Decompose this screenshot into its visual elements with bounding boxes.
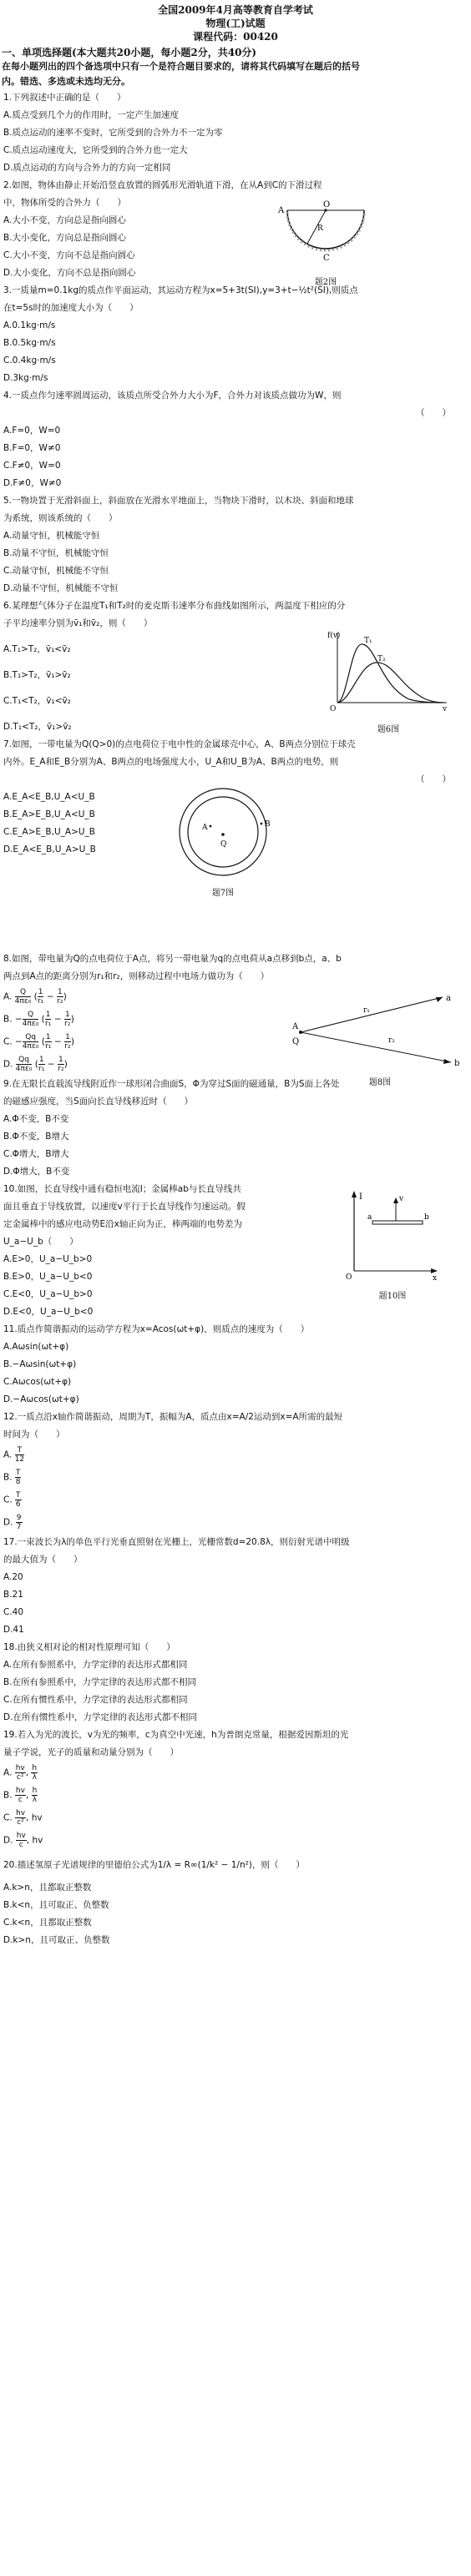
question-stem: 的最大值为（ ） [3, 1555, 83, 1565]
option-b: B.质点运动的速率不变时，它所受到的合外力不一定为零 [3, 128, 223, 138]
semicircle-track-diagram [276, 199, 376, 267]
question-stem: 1.下列叙述中正确的是（ ） [3, 93, 126, 103]
option-c: C.E<0，U_a−U_b>0 [3, 1289, 93, 1299]
question-stem: 的磁感应强度，当S面向长直导线移近时（ ） [3, 1096, 194, 1107]
figure-q6 [326, 628, 451, 734]
fraction: $\frac{1}{\text{r₁}}$ [45, 1033, 52, 1051]
figure-caption: 题2图 [314, 278, 337, 287]
option-d: D.E_A<E_B,U_A>U_B [3, 844, 96, 854]
option-a: A. $\frac{Q}{\text{4πε₀}}$ ( $\frac{1}{\text{r₁}}$ − $\frac{1}{\text{r₂}}$ ) [3, 988, 67, 1006]
question-3 [0, 282, 471, 387]
fig8-label: Q [292, 1037, 300, 1046]
question-stem: 12.一质点沿x轴作简谐振动，周期为T，振幅为A，质点由x=A/2运动到x=A所需的最短 [3, 1412, 343, 1422]
fig7-label: B [265, 820, 271, 829]
option-c: C.质点运动速度大，它所受到的合外力也一定大 [3, 145, 188, 155]
question-12 [0, 1409, 471, 1534]
option-d: D. $\frac{Qq}{\text{4πε₀}}$ ( $\frac{1}{\text{r₁}}$ − $\frac{1}{\text{r₂}}$ ) [3, 1056, 68, 1073]
question-stem: 19.若入为光的波长，v为光的频率，c为真空中光速，h为普朗克常量，根据爱因斯坦的光 [3, 1730, 349, 1740]
fraction: $\frac{1}{\text{r₁}}$ [38, 1056, 45, 1073]
moving-rod-diagram [342, 1187, 443, 1281]
exam-title: 全国2009年4月高等教育自学考试 [158, 4, 313, 16]
option-d: D.大小变化，方向不总是指向圆心 [3, 268, 136, 278]
option-c: C.k<n，且都取正整数 [3, 1918, 92, 1928]
question-stem: 2.如图，物体由静止开始沿竖直放置的圆弧形光滑轨道下滑，在从A到C的下滑过程 [3, 180, 322, 190]
fig7-label: A [202, 824, 208, 832]
question-6 [0, 597, 471, 736]
fraction: $\frac{h}{\lambda}$ [32, 1787, 38, 1804]
fraction: $\frac{1}{\text{r₁}}$ [44, 1011, 52, 1028]
option-a: A.k>n，且都取正整数 [3, 1883, 92, 1893]
exam-subject: 物理(工)试题 [205, 18, 266, 29]
fraction: $\frac{h}{\lambda}$ [32, 1764, 38, 1782]
fraction: $\frac{1}{\text{r₁}}$ [37, 988, 44, 1006]
option-b: B.T₁>T₂，v̄₁>v̄₂ [3, 670, 71, 680]
section-instructions-2: 内。错选、多选或未选均无分。 [2, 76, 130, 87]
option-c: C. $\frac{hv}{\text{c²}}$ , hv [3, 1809, 43, 1827]
question-stem: 11.质点作简谐振动的运动学方程为x=Acos(ωt+φ)，则质点的速度为（ ） [3, 1324, 310, 1334]
option-d: D. $\frac{hv}{c}$ , hv [3, 1832, 43, 1849]
option-b: B.−Aωsin(ωt+φ) [3, 1359, 77, 1369]
fig2-label: A [278, 206, 285, 215]
question-stem: 5.一物块置于光滑斜面上，斜面放在光滑水平地面上，当物块下滑时，以木块、斜面和地球 [3, 496, 354, 506]
question-stem: 时间为（ ） [3, 1429, 65, 1439]
fraction: $\frac{Q}{\text{4πε₀}}$ [14, 988, 32, 1006]
figure-q7 [160, 786, 286, 898]
option-d: D. $\frac{9}{7}$ [3, 1514, 22, 1531]
option-b: B.E_A>E_B,U_A<U_B [3, 809, 95, 819]
figure-q10 [342, 1187, 443, 1301]
fraction: $\frac{T}{6}$ [15, 1491, 21, 1509]
figure-caption: 题10图 [378, 1292, 407, 1301]
option-c: C.在所有惯性系中，力学定律的表达形式都相同 [3, 1695, 188, 1705]
option-a: A.T₁>T₂，v̄₁<v̄₂ [3, 644, 71, 654]
question-stem: 为系统，则该系统的（ ） [3, 513, 118, 523]
fig10-label: O [346, 1273, 352, 1281]
option-a: A.F=0，W=0 [3, 426, 61, 436]
option-c: C.Φ增大，B增大 [3, 1149, 69, 1159]
fig6-label: T₁ [364, 637, 372, 645]
question-17 [0, 1534, 471, 1639]
option-a: A.Aωsin(ωt+φ) [3, 1342, 69, 1352]
fig10-label: v [399, 1195, 404, 1203]
fig6-label: f(v) [327, 632, 341, 640]
option-c: C. $\frac{T}{6}$ [3, 1491, 21, 1509]
fig10-label: a [367, 1213, 372, 1222]
option-b: B.在所有参照系中，力学定律的表达形式都不相同 [3, 1677, 197, 1687]
question-2 [0, 177, 471, 287]
option-c: C.Aωcos(ωt+φ) [3, 1377, 72, 1387]
figure-caption: 题8图 [368, 1078, 392, 1087]
question-stem: 子平均速率分别为v̄₁和v̄₂，则（ ） [3, 618, 153, 628]
question-stem: 两点到A点的距离分别为r₁和r₂，则移动过程中电场力做功为（ ） [3, 971, 270, 981]
fraction: $\frac{T}{8}$ [15, 1469, 21, 1486]
question-18 [0, 1639, 471, 1727]
question-stem: 7.如图，一带电量为Q(Q>0)的点电荷位于电中性的金属球壳中心，A、B两点分别位于球壳 [3, 739, 356, 749]
fig10-label: b [424, 1213, 429, 1222]
option-b: B.0.5kg·m/s [3, 338, 56, 348]
question-5 [0, 492, 471, 597]
answer-parentheses: （ ） [416, 408, 451, 418]
question-10 [0, 1181, 471, 1321]
fig8-label: a [446, 994, 451, 1003]
course-code: 课程代码：00420 [193, 31, 278, 43]
point-charge-diagram [292, 991, 468, 1067]
option-d: D.k>n，且可取正、负整数 [3, 1935, 110, 1945]
question-stem: 8.如图，带电量为Q的点电荷位于A点，将另一带电量为q的点电荷从a点移到b点，a、b [3, 954, 342, 964]
fig8-label: r₂ [388, 1036, 395, 1045]
option-b: B.Φ不变，B增大 [3, 1132, 69, 1142]
fraction: $\frac{hv}{c}$ [15, 1787, 25, 1804]
option-c: C.F≠0，W=0 [3, 461, 61, 471]
fig6-label: v [443, 705, 448, 713]
section-title: 一、单项选择题(本大题共20小题，每小题2分，共40分) [2, 47, 257, 58]
option-b: B.21 [3, 1590, 23, 1600]
option-c: C.大小不变，方向不总是指向圆心 [3, 250, 135, 260]
fig8-label: b [454, 1059, 460, 1067]
question-stem: 内外。E_A和E_B分别为A、B两点的电场强度大小，U_A和U_B为A、B两点的电势，则 [3, 757, 339, 767]
option-a: A.0.1kg·m/s [3, 320, 56, 330]
fraction: $\frac{Qq}{\text{4πε₀}}$ [15, 1056, 33, 1073]
fig7-label: Q [220, 840, 227, 849]
question-stem: 3.一质量m=0.1kg的质点作平面运动，其运动方程为x=5+3t(SI),y=3+t−½t²(SI),则质点 [3, 285, 358, 295]
spherical-shell-diagram [160, 786, 286, 878]
question-stem: 量子学说，光子的质量和动量分别为（ ） [3, 1747, 179, 1757]
question-stem: 18.由狭义相对论的相对性原理可知（ ） [3, 1642, 175, 1652]
fraction: $\frac{T}{12}$ [14, 1446, 25, 1464]
option-d: D.F≠0，W≠0 [3, 478, 62, 488]
fraction: $\frac{9}{7}$ [16, 1514, 22, 1531]
question-stem: 定金属棒中的感应电动势E沿x轴正向为正，棒两端的电势差为 [3, 1219, 242, 1229]
option-b: B. $\frac{T}{8}$ [3, 1469, 21, 1486]
fraction: $\frac{hv}{\text{c²}}$ [16, 1809, 26, 1827]
option-b: B.大小变化，方向总是指向圆心 [3, 233, 127, 243]
fraction: $\frac{hv}{\text{c²}}$ [15, 1764, 25, 1782]
option-a: A.大小不变，方向总是指向圆心 [3, 215, 126, 225]
question-stem: 4.一质点作匀速率圆周运动，该质点所受合外力大小为F，合外力对该质点做功为W，则 [3, 391, 342, 401]
option-c: C.40 [3, 1607, 24, 1617]
question-stem: 20.描述氢原子光谱规律的里德伯公式为1/λ = R∞(1/k² − 1/n²)，则（ ） [3, 1860, 305, 1870]
fig2-label: C [323, 254, 330, 263]
question-11 [0, 1321, 471, 1409]
option-d: D.3kg·m/s [3, 373, 48, 383]
question-stem: 在t=5s时的加速度大小为（ ） [3, 303, 139, 313]
fraction: $\frac{1}{\text{r₂}}$ [64, 1033, 71, 1051]
fig2-label: R [317, 224, 323, 233]
option-c: C.动量守恒，机械能不守恒 [3, 566, 109, 576]
figure-caption: 题7图 [211, 889, 235, 898]
question-1 [0, 89, 471, 177]
option-d: D.动量不守恒，机械能不守恒 [3, 583, 119, 593]
option-a: A.动量守恒，机械能守恒 [3, 531, 100, 541]
fig2-label: O [323, 200, 331, 209]
option-c: C.E_A>E_B,U_A>U_B [3, 827, 96, 837]
question-stem: 10.如图，长直导线中通有稳恒电流I；金属棒ab与长直导线共 [3, 1184, 241, 1194]
figure-q8 [292, 991, 468, 1087]
option-d: D.41 [3, 1625, 24, 1635]
option-c: C.T₁<T₂，v̄₁<v̄₂ [3, 696, 71, 706]
fraction: $\frac{1}{\text{r₂}}$ [64, 1011, 71, 1028]
figure-caption: 题6图 [377, 725, 400, 734]
figure-q2 [276, 199, 376, 287]
option-a: A.在所有参照系中，力学定律的表达形式都相同 [3, 1660, 188, 1670]
question-9 [0, 1076, 471, 1181]
question-stem: 6.某理想气体分子在温度T₁和T₂时的麦克斯韦速率分布曲线如图所示，两温度下相应的分 [3, 601, 346, 611]
fraction: $\frac{hv}{c}$ [16, 1832, 26, 1849]
question-stem: 中，物体所受的合外力（ ） [3, 198, 126, 208]
fig8-label: r₁ [363, 1006, 370, 1015]
fig6-label: T₂ [377, 655, 386, 663]
option-c: C.0.4kg·m/s [3, 355, 56, 365]
section-instructions-1: 在每小题列出的四个备选项中只有一个是符合题目要求的，请将其代码填写在题后的括号 [2, 61, 360, 72]
option-b: B.F=0，W≠0 [3, 443, 61, 453]
option-a: A.E>0，U_a−U_b>0 [3, 1254, 93, 1264]
option-b: B. $\frac{hv}{c}$ , $\frac{h}{\lambda}$ [3, 1787, 38, 1804]
fraction: $\frac{Qq}{\text{4πε₀}}$ [22, 1033, 39, 1051]
question-stem: U_a−U_b（ ） [3, 1237, 78, 1247]
question-7 [0, 736, 471, 898]
option-d: D.质点运动的方向与合外力的方向一定相同 [3, 163, 171, 173]
option-b: B.E>0，U_a−U_b<0 [3, 1272, 93, 1282]
option-d: D.在所有惯性系中，力学定律的表达形式都不相同 [3, 1712, 197, 1722]
fraction: $\frac{Q}{\text{4πε₀}}$ [22, 1011, 39, 1028]
fig6-label: O [330, 705, 337, 713]
answer-parentheses: （ ） [416, 774, 451, 784]
option-a: A.E_A<E_B,U_A<U_B [3, 792, 95, 802]
fraction: $\frac{1}{\text{r₂}}$ [58, 1056, 64, 1073]
option-a: A.20 [3, 1572, 23, 1582]
option-a: A. $\frac{hv}{\text{c²}}$ , $\frac{h}{\lambda}$ [3, 1764, 38, 1782]
option-c: C. − $\frac{Qq}{\text{4πε₀}}$ ( $\frac{1}{\text{r₁}}$ − $\frac{1}{\text{r₂}}$ ) [3, 1033, 74, 1051]
maxwell-distribution-plot [326, 628, 451, 714]
option-a: A. $\frac{T}{12}$ [3, 1446, 25, 1464]
fig8-label: A [292, 1022, 299, 1031]
option-d: D.Φ增大，B不变 [3, 1167, 70, 1177]
fraction: $\frac{1}{\text{r₂}}$ [57, 988, 63, 1006]
question-stem: 17.一束波长为λ的单色平行光垂直照射在光栅上，光栅常数d=20.8λ，则衍射光谱中明级 [3, 1537, 350, 1547]
question-stem: 9.在无限长直载流导线附近作一球形闭合曲面S，Φ为穿过S面的磁通量，B为S面上各处 [3, 1079, 340, 1089]
option-d: D.T₁<T₂，v̄₁>v̄₂ [3, 722, 72, 732]
option-a: A.质点受到几个力的作用时，一定产生加速度 [3, 110, 179, 120]
option-a: A.Φ不变，B不变 [3, 1114, 69, 1124]
question-4 [0, 387, 471, 492]
question-stem: 面且垂直于导线放置，以速度v平行于长直导线作匀速运动。假 [3, 1202, 246, 1212]
question-20 [0, 1852, 471, 1949]
fig10-label: I [359, 1192, 362, 1202]
option-b: B. − $\frac{Q}{\text{4πε₀}}$ ( $\frac{1}{\text{r₁}}$ − $\frac{1}{\text{r₂}}$ ) [3, 1011, 74, 1028]
option-b: B.动量不守恒，机械能守恒 [3, 548, 109, 558]
option-d: D.−Aωcos(ωt+φ) [3, 1394, 79, 1404]
question-19 [0, 1727, 471, 1852]
fig10-label: x [433, 1274, 438, 1281]
option-b: B.k<n，且可取正、负整数 [3, 1900, 109, 1910]
option-d: D.E<0，U_a−U_b<0 [3, 1307, 94, 1317]
